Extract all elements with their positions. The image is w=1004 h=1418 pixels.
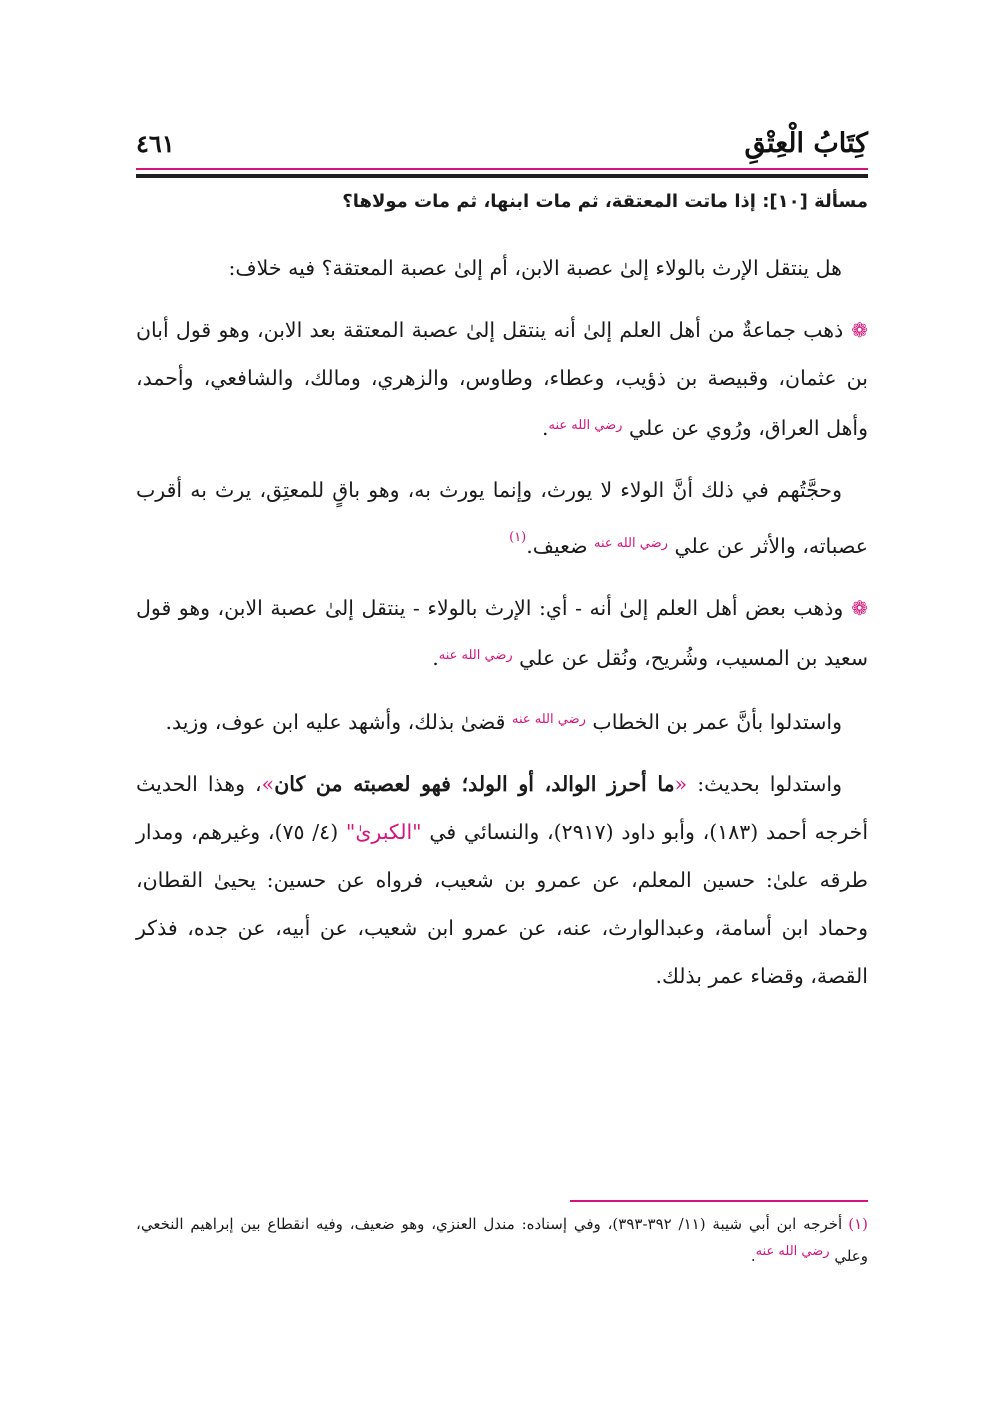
hadith-quote: ما أحرز الوالد، أو الولد؛ فهو لعصبته من كان xyxy=(274,772,675,796)
header-rule-accent xyxy=(136,168,868,170)
paragraph-6-intro: واستدلوا بحديث: xyxy=(687,772,842,796)
issue-title: إذا ماتت المعتقة، ثم مات ابنها، ثم مات مولاها؟ xyxy=(342,191,763,212)
paragraph-4 xyxy=(136,584,868,682)
footnote-rule xyxy=(570,1200,868,1202)
paragraph-6 xyxy=(136,760,868,1000)
paragraph-3 xyxy=(136,466,868,570)
footnote-end: . xyxy=(750,1247,756,1265)
book-title: كِتَابُ الْعِتْقِ xyxy=(744,127,868,159)
honorific-ligature: رضي الله عنه xyxy=(438,648,513,663)
footnote-reference[interactable]: (١) xyxy=(509,530,527,545)
paragraph-2-text: ذهب جماعةٌ من أهل العلم إلىٰ أنه ينتقل إلىٰ عصبة المعتقة بعد الابن، وهو قول أبان بن عثمان، وقبيصة بن ذؤيب، وعطاء، وطاوس، والزهري، ومالك، والشافعي، وأحمد، وأهل العراق، ورُوي عن علي xyxy=(136,318,868,440)
quote-open-mark: « xyxy=(674,772,688,796)
quote-close-mark: » xyxy=(261,772,275,796)
paragraph-3-text: وحجَّتُهم في ذلك أنَّ الولاء لا يورث، وإنما يورث به، وهو باقٍ للمعتِق، يرث به أقرب عصباته، والأثر عن علي xyxy=(136,478,868,558)
issue-label: مسألة [١٠]: xyxy=(762,191,868,212)
honorific-ligature: رضي الله عنه xyxy=(511,712,586,727)
flower-icon: ❁ xyxy=(851,318,868,342)
paragraph-2-end: . xyxy=(541,416,549,440)
paragraph-6-text: ، وهذا الحديث أخرجه أحمد (١٨٣)، وأبو داود (٢٩١٧)، والنسائي في xyxy=(136,772,869,844)
paragraph-6-rest: (٤/ ٧٥)، وغيرهم، ومدار طرقه علىٰ: حسين المعلم، عن عمرو بن شعيب، فرواه عن حسين: يحيىٰ القطان، وحماد ابن أسامة، وعبدالوارث، عنه، عن عمرو ابن شعيب، عن أبيه، عن جده، فذكر القصة، وقضاء عمر بذلك. xyxy=(136,820,868,988)
issue-heading xyxy=(136,182,868,222)
paragraph-3-end: ضعيف. xyxy=(526,534,594,558)
paragraph-5-end: قضىٰ بذلك، وأشهد عليه ابن عوف، وزيد. xyxy=(165,710,512,734)
paragraph-1-text: هل ينتقل الإرث بالولاء إلىٰ عصبة الابن، أم إلىٰ عصبة المعتقة؟ فيه خلاف: xyxy=(228,256,842,280)
paragraph-2 xyxy=(136,306,868,452)
paragraph-5-text: واستدلوا بأنَّ عمر بن الخطاب xyxy=(585,710,842,734)
paragraph-1 xyxy=(136,244,868,292)
footnote xyxy=(136,1210,868,1270)
honorific-ligature: رضي الله عنه xyxy=(548,418,623,433)
footnote-number: (١) xyxy=(848,1215,868,1233)
header-rule-dark xyxy=(136,174,868,178)
honorific-ligature: رضي الله عنه xyxy=(594,536,668,551)
honorific-ligature: رضي الله عنه xyxy=(755,1244,830,1259)
page-header xyxy=(136,118,868,168)
paragraph-5 xyxy=(136,696,868,746)
paragraph-4-end: . xyxy=(432,646,439,670)
footnote-text: أخرجه ابن أبي شيبة (١١/ ٣٩٢-٣٩٣)، وفي إسناده: مندل العنزي، وهو ضعيف، وفيه انقطاع بين إبراهيم النخعي، وعلي xyxy=(136,1215,868,1265)
flower-icon: ❁ xyxy=(851,596,868,620)
page-body xyxy=(136,182,868,1014)
page-number: ٤٦١ xyxy=(136,128,175,158)
paragraph-4-text: وذهب بعض أهل العلم إلىٰ أنه - أي: الإرث بالولاء - ينتقل إلىٰ عصبة الابن، وهو قول سعيد بن المسيب، وشُريح، ونُقل عن علي xyxy=(136,596,868,670)
book-title-kubra: "الكبرىٰ" xyxy=(345,820,422,844)
